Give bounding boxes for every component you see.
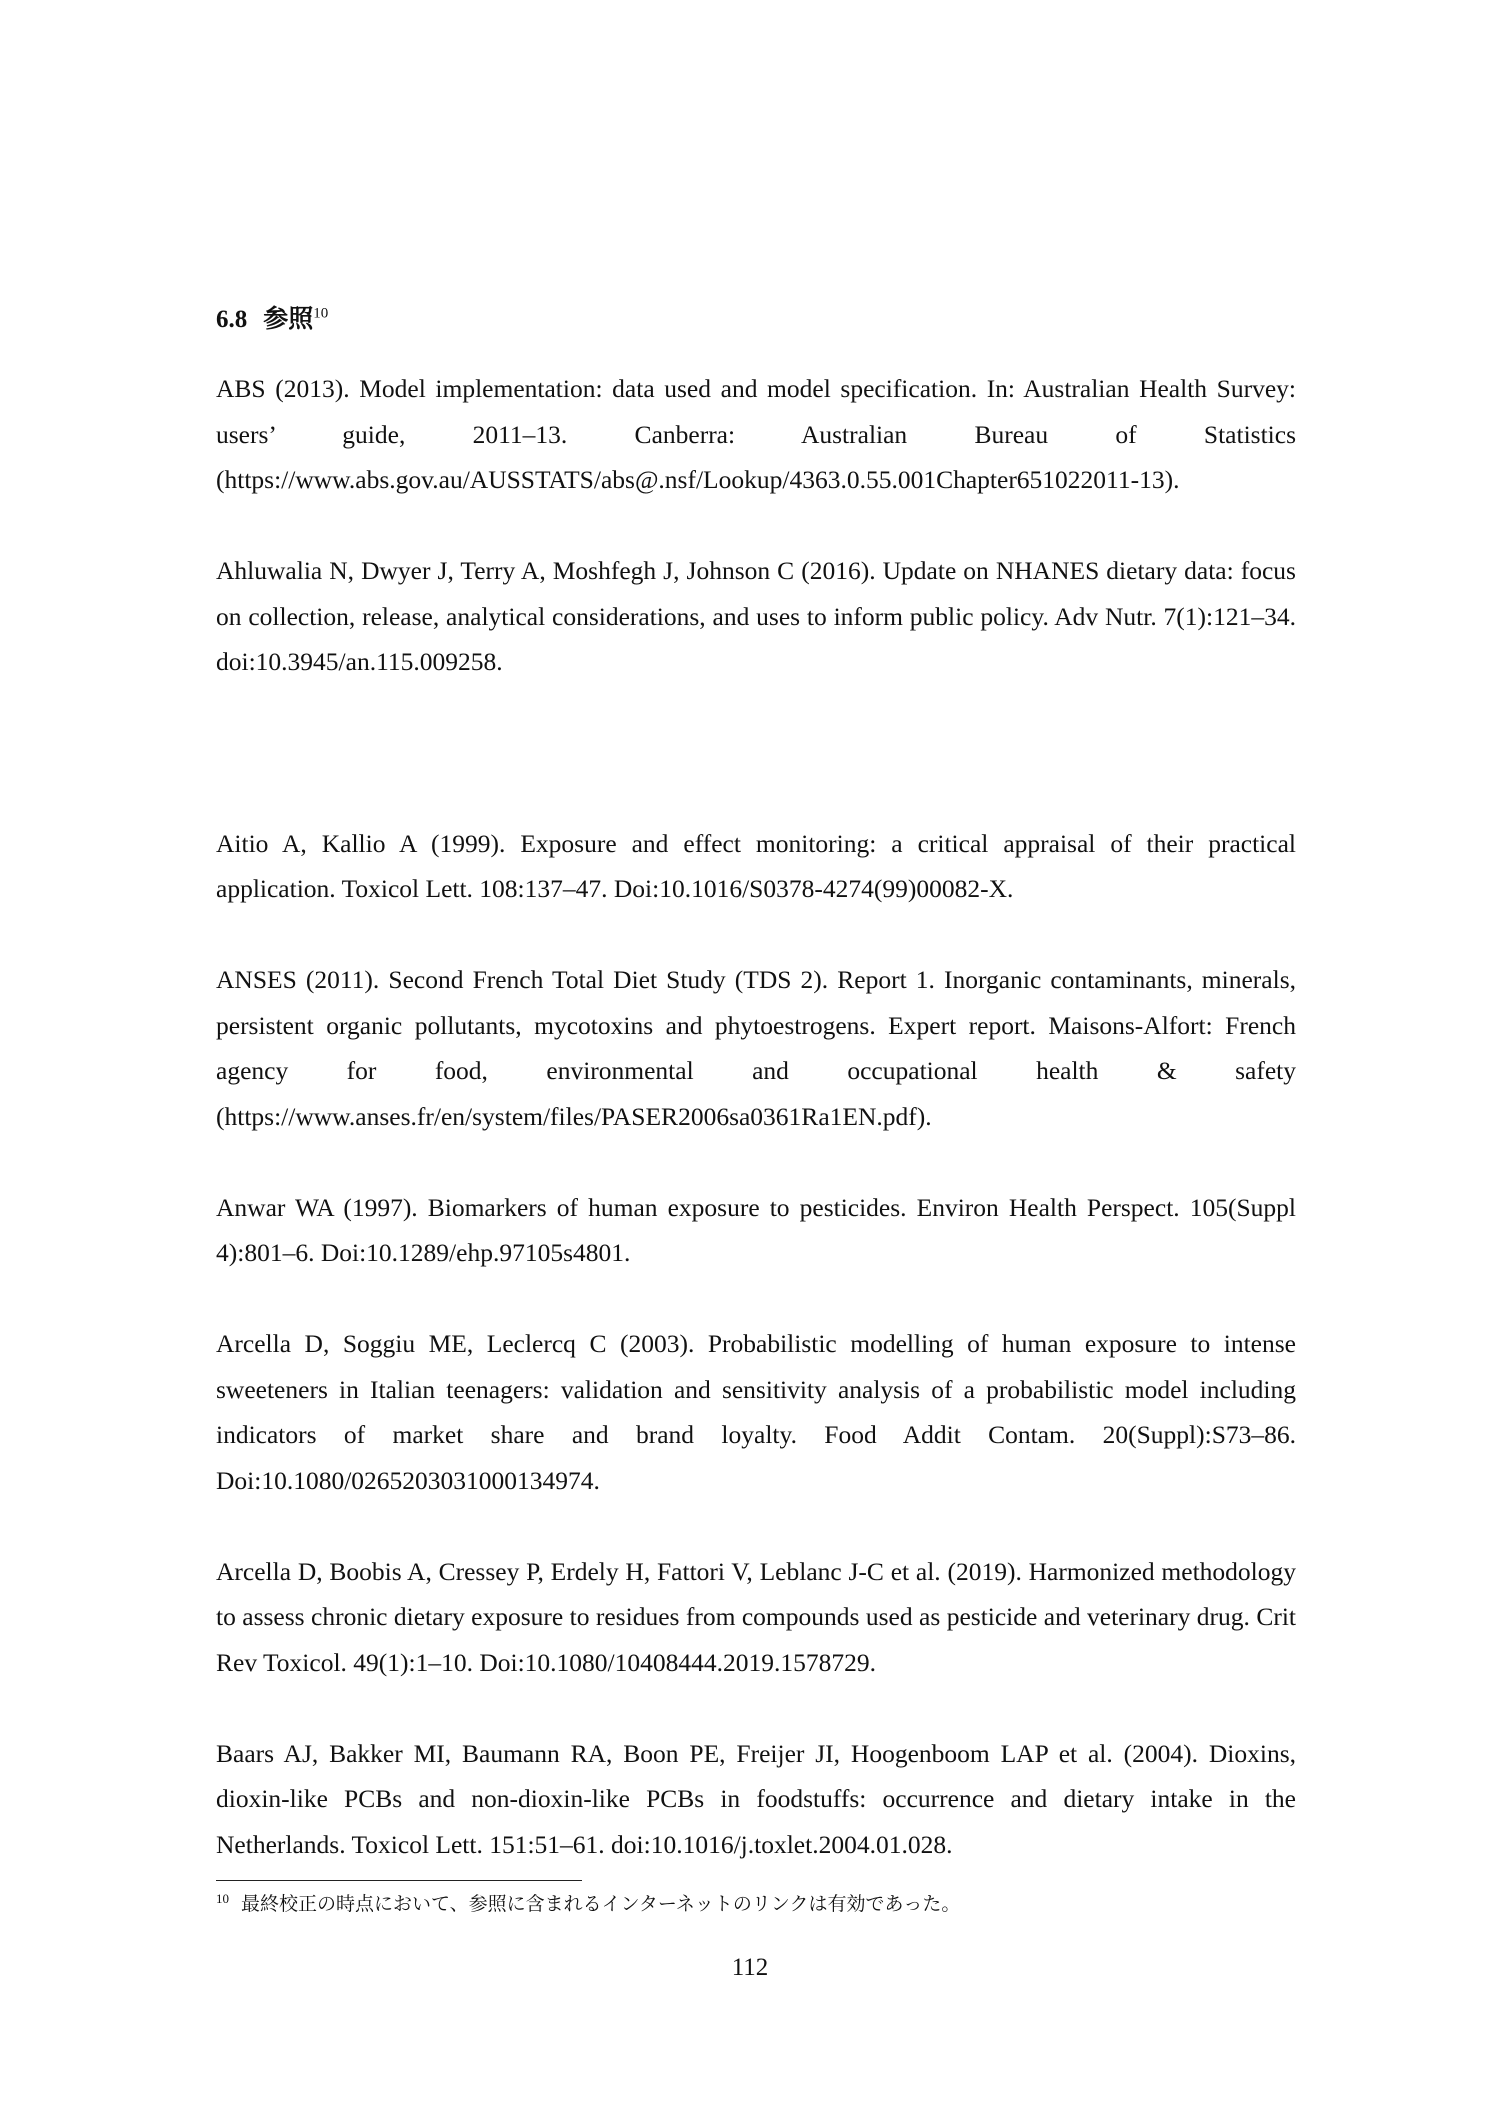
footnote-text: 最終校正の時点において、参照に含まれるインターネットのリンクは有効であった。 [241, 1894, 961, 1915]
footnote-number: 10 [216, 1890, 229, 1906]
reference-list [216, 366, 1296, 1913]
section-number: 6.8 [216, 306, 248, 333]
footnote-reference: 10 [313, 305, 329, 322]
reference-entry-baars-2004: Baars AJ, Bakker MI, Baumann RA, Boon PE, Freijer JI, Hoogenboom LAP et al. (2004). Dioxins, dioxin-like PCBs and non-dioxin-like PCBs in foodstuffs: occurrence and dietary intake in the Netherlands. Toxicol Lett. 151:51–61. doi:10.1016/j.toxlet.2004.01.028. [216, 1738, 1296, 1859]
reference-entry-aitio-1999: Aitio A, Kallio A (1999). Exposure and effect monitoring: a critical appraisal of their practical application. Toxicol Lett. 108:137–47. Doi:10.1016/S0378-4274(99)00082-X. [216, 828, 1296, 903]
section-title: 参照 [263, 306, 314, 333]
reference-entry-arcella-2019: Arcella D, Boobis A, Cressey P, Erdely H, Fattori V, Leblanc J-C et al. (2019). Harmonized methodology to assess chronic dietary exposure to residues from compounds used as pesticide and veterinary drug. Crit Rev Toxicol. 49(1):1–10. Doi:10.1080/10408444.2019.1578729. [216, 1556, 1296, 1677]
footnote [216, 1892, 960, 1918]
reference-entry-anses-2011: ANSES (2011). Second French Total Diet Study (TDS 2). Report 1. Inorganic contaminants, minerals, persistent organic pollutants, mycotoxins and phytoestrogens. Expert report. Maisons-Alfort: French agency for food, environmental and occupational health & safety (https://www.anses.fr/en/system/files/PASER2006sa0361Ra1EN.pdf). [216, 965, 1296, 1131]
reference-entry-anwar-1997: Anwar WA (1997). Biomarkers of human exposure to pesticides. Environ Health Perspect. 105(Suppl 4):801–6. Doi:10.1289/ehp.97105s4801. [216, 1192, 1296, 1267]
footnote-separator [216, 1880, 582, 1881]
reference-entry-abs-2013: ABS (2013). Model implementation: data used and model specification. In: Australian Health Survey: users’ guide, 2011–13. Canberra: Australian Bureau of Statistics (https://www.abs.gov.au/AUSSTATS/abs@.nsf/Lookup/4363.0.55.001Chapter651022011-13). [216, 374, 1296, 494]
section-heading [216, 304, 328, 336]
page-number: 112 [731, 1954, 769, 1981]
reference-entry-arcella-2003: Arcella D, Soggiu ME, Leclercq C (2003). Probabilistic modelling of human exposure to intense sweeteners in Italian teenagers: validation and sensitivity analysis of a probabilistic model including indicators of market share and brand loyalty. Food Addit Contam. 20(Suppl):S73–86. Doi:10.1080/0265203031000134974. [216, 1329, 1296, 1495]
reference-entry-ahluwalia-2016: Ahluwalia N, Dwyer J, Terry A, Moshfegh J, Johnson C (2016). Update on NHANES dietary data: focus on collection, release, analytical considerations, and uses to inform public policy. Adv Nutr. 7(1):121–34. doi:10.3945/an.115.009258. [216, 556, 1296, 676]
